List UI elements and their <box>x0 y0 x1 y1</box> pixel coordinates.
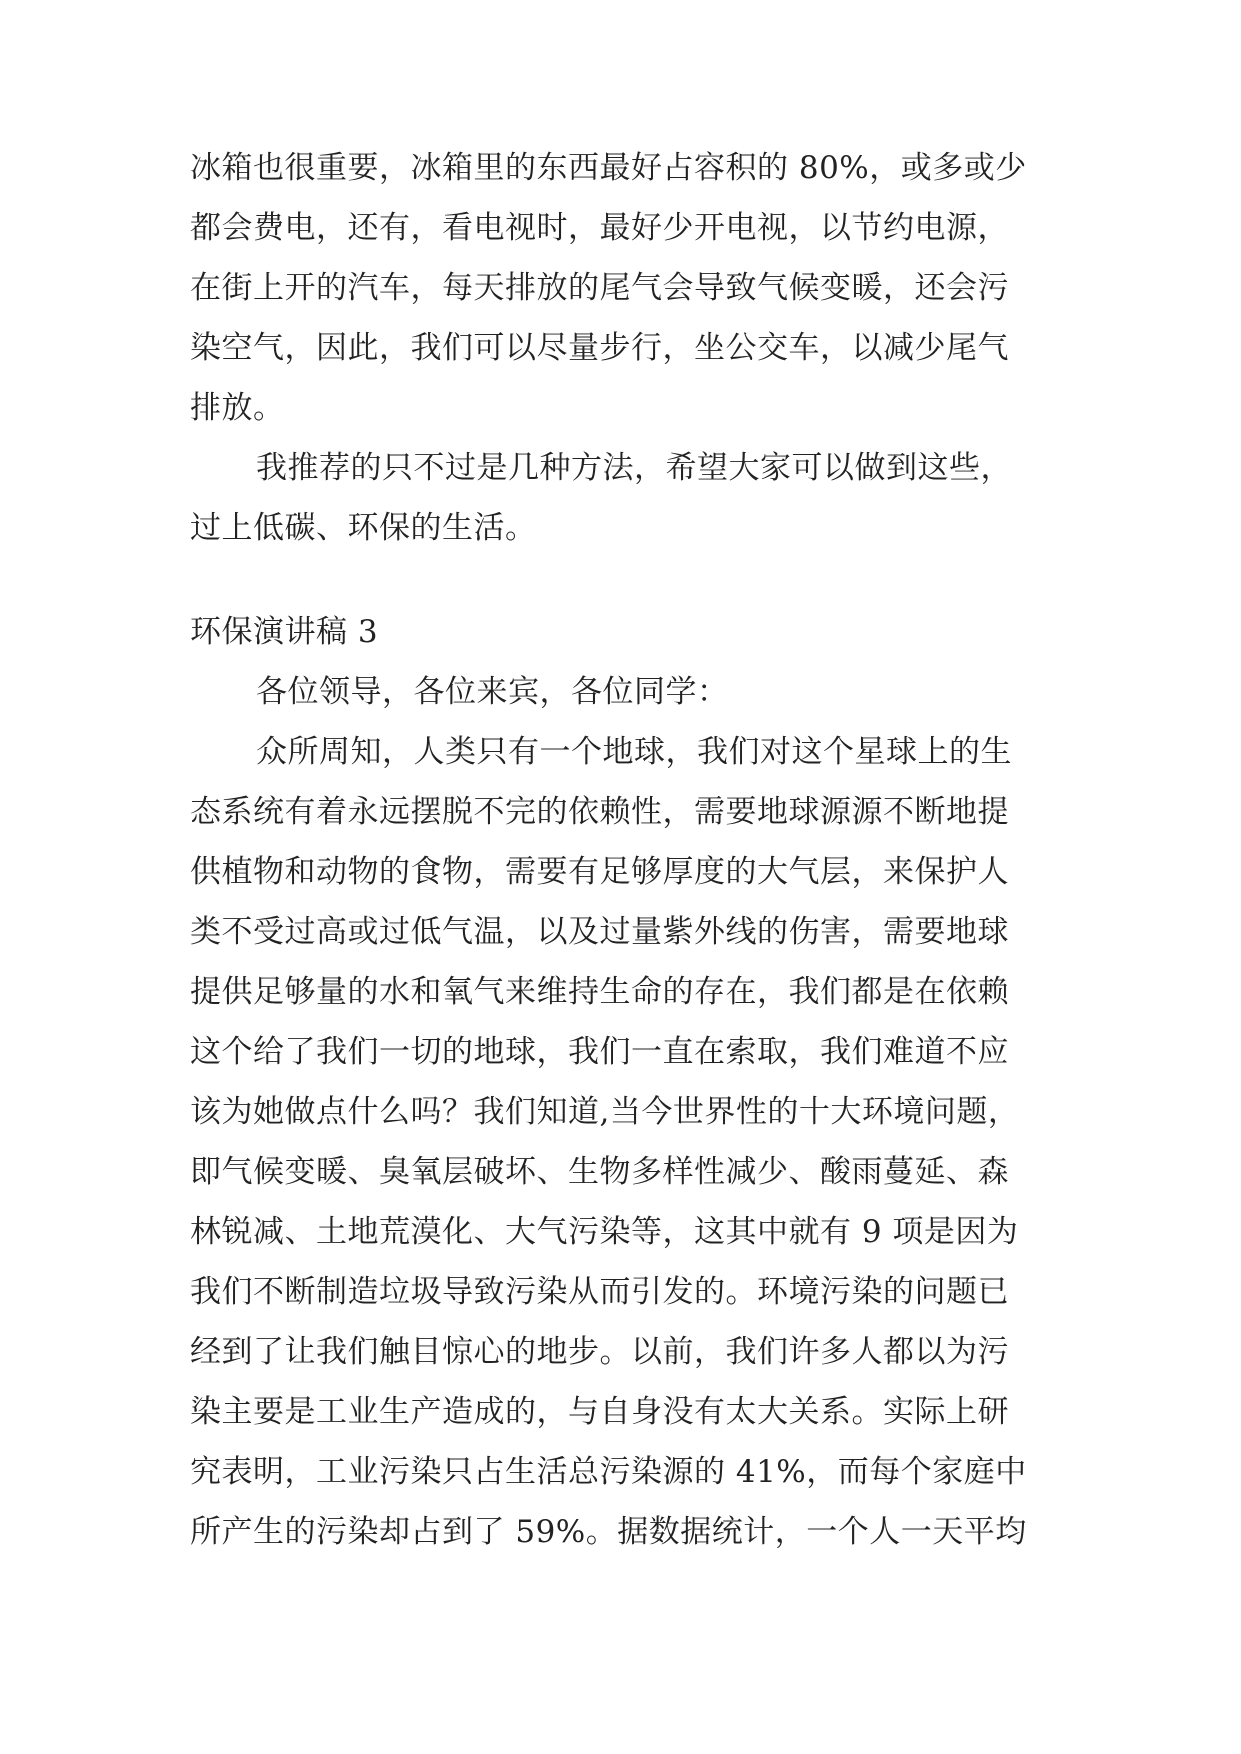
paragraph-1-line-1: 冰箱也很重要，冰箱里的东西最好占容积的 80%，或多或少 <box>190 150 1027 186</box>
paragraph-1-line-2: 都会费电，还有，看电视时，最好少开电视，以节约电源， <box>190 210 1009 246</box>
paragraph-3-line-5: 提供足够量的水和氧气来维持生命的存在，我们都是在依赖 <box>190 974 1009 1010</box>
paragraph-2-line-1: 我推荐的只不过是几种方法，希望大家可以做到这些， <box>256 450 1012 486</box>
paragraph-3-line-11: 经到了让我们触目惊心的地步。以前，我们许多人都以为污 <box>190 1334 1009 1370</box>
paragraph-3-line-4: 类不受过高或过低气温，以及过量紫外线的伤害，需要地球 <box>190 914 1009 950</box>
paragraph-3-line-1: 众所周知，人类只有一个地球，我们对这个星球上的生 <box>256 734 1012 770</box>
paragraph-3-line-14: 所产生的污染却占到了 59%。据数据统计，一个人一天平均 <box>190 1514 1027 1550</box>
paragraph-3-line-8: 即气候变暖、臭氧层破坏、生物多样性减少、酸雨蔓延、森 <box>190 1154 1009 1190</box>
paragraph-3-line-2: 态系统有着永远摆脱不完的依赖性，需要地球源源不断地提 <box>190 794 1009 830</box>
paragraph-3-line-7: 该为她做点什么吗？我们知道,当今世界性的十大环境问题， <box>190 1094 1020 1130</box>
paragraph-3-line-6: 这个给了我们一切的地球，我们一直在索取，我们难道不应 <box>190 1034 1009 1070</box>
section-title: 环保演讲稿 3 <box>190 614 379 650</box>
paragraph-3-line-9: 林锐减、土地荒漠化、大气污染等，这其中就有 9 项是因为 <box>190 1214 1019 1250</box>
paragraph-3-line-13: 究表明，工业污染只占生活总污染源的 41%，而每个家庭中 <box>190 1454 1027 1490</box>
paragraph-1-line-5: 排放。 <box>190 390 285 426</box>
greeting: 各位领导，各位来宾，各位同学： <box>256 674 729 710</box>
paragraph-3-line-10: 我们不断制造垃圾导致污染从而引发的。环境污染的问题已 <box>190 1274 1009 1310</box>
paragraph-1-line-3: 在街上开的汽车，每天排放的尾气会导致气候变暖，还会污 <box>190 270 1009 306</box>
paragraph-2-line-2: 过上低碳、环保的生活。 <box>190 510 537 546</box>
paragraph-3-line-12: 染主要是工业生产造成的，与自身没有太大关系。实际上研 <box>190 1394 1009 1430</box>
paragraph-3-line-3: 供植物和动物的食物，需要有足够厚度的大气层，来保护人 <box>190 854 1009 890</box>
paragraph-1-line-4: 染空气，因此，我们可以尽量步行，坐公交车，以减少尾气 <box>190 330 1009 366</box>
